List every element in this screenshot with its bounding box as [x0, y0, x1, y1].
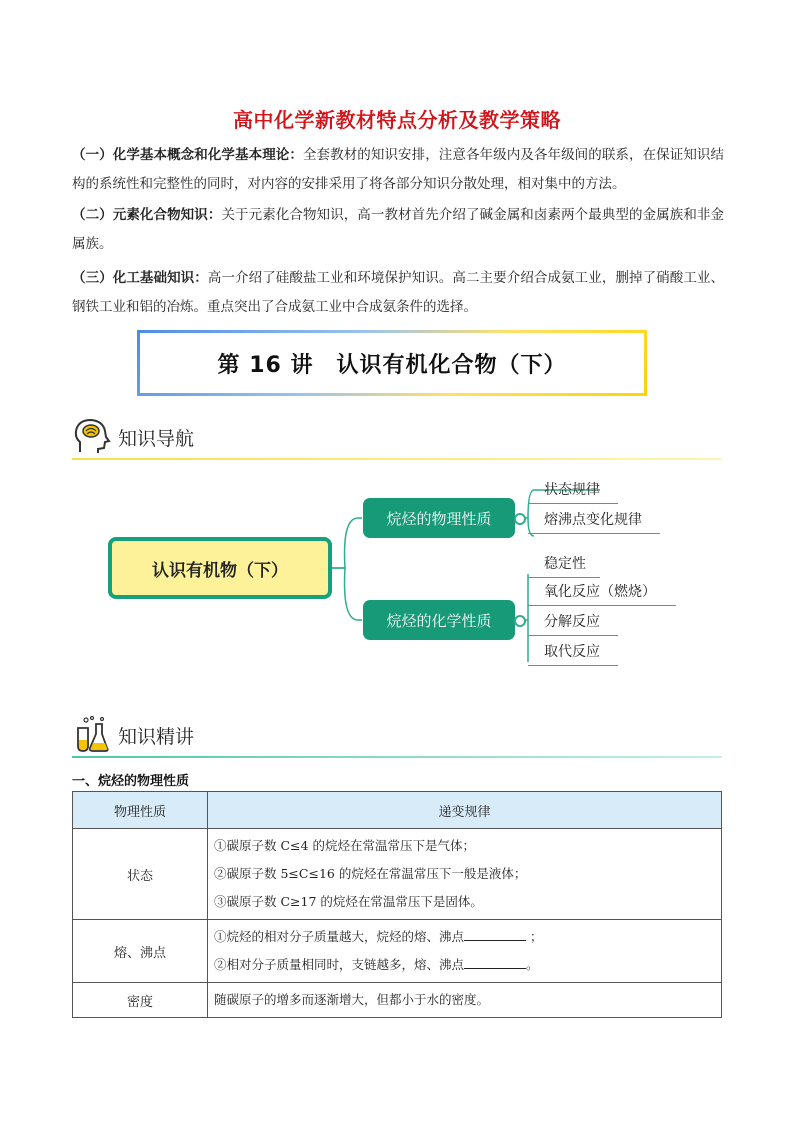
table-row	[73, 920, 722, 983]
rule-line-end: ；	[530, 929, 543, 944]
table-header-row	[73, 792, 722, 829]
section-header-navigation	[72, 416, 722, 456]
table-cell-rule	[208, 829, 722, 920]
mindmap-leaf: 氧化反应（燃烧）	[528, 580, 676, 606]
section-title-navigation: 知识导航	[118, 428, 195, 450]
mindmap-leaf: 稳定性	[528, 552, 600, 578]
mindmap-leaf: 取代反应	[528, 640, 618, 666]
answer-blank[interactable]	[464, 926, 526, 941]
table-row	[73, 829, 722, 920]
mindmap-leaf: 分解反应	[528, 610, 618, 636]
mindmap-branch-chemical: 烷烃的化学性质	[363, 600, 515, 640]
paragraph-1	[72, 141, 724, 199]
mindmap-root: 认识有机物（下）	[108, 537, 332, 599]
rule-line: ①碳原子数 C≤4 的烷烃在常温常压下是气体；	[214, 838, 475, 853]
paragraph-2-label: （二）元素化合物知识：	[72, 207, 222, 223]
paragraph-3-text: 高一介绍了硅酸盐工业和环境保护知识。高二主要介绍合成氨工业，删掉了硝酸工业、钢铁工业和铝的冶炼。重点突出了合成氨工业中合成氨条件的选择。	[72, 270, 725, 315]
paragraph-3	[72, 264, 724, 322]
mindmap-leaf: 状态规律	[528, 478, 618, 504]
mindmap-branch-physical: 烷烃的物理性质	[363, 498, 515, 538]
rule-line: ③碳原子数 C≥17 的烷烃在常温常压下是固体。	[214, 894, 483, 909]
table-cell-property: 状态	[73, 829, 208, 920]
mindmap-leaf: 熔沸点变化规律	[528, 508, 660, 534]
table-cell-property: 密度	[73, 983, 208, 1018]
section-underline	[72, 756, 722, 758]
brain-head-icon	[72, 416, 112, 456]
lesson-banner: 第 16 讲 认识有机化合物（下）	[137, 330, 647, 396]
table-cell-property: 熔、沸点	[73, 920, 208, 983]
section-title-explanation: 知识精讲	[118, 726, 195, 748]
rule-line: 随碳原子的增多而逐渐增大，但都小于水的密度。	[214, 992, 490, 1007]
rule-line: ②碳原子数 5≤C≤16 的烷烃在常温常压下一般是液体；	[214, 866, 527, 881]
rule-line-end: 。	[526, 957, 539, 972]
mindmap-branch-dot	[514, 615, 526, 627]
subsection-title: 一、烷烃的物理性质	[72, 774, 190, 789]
paragraph-1-label: （一）化学基本概念和化学基本理论：	[72, 147, 303, 163]
lab-flask-icon	[72, 714, 112, 754]
properties-table	[72, 791, 722, 1018]
table-row	[73, 983, 722, 1018]
paragraph-2	[72, 201, 724, 259]
paragraph-2-text: 关于元素化合物知识，高一教材首先介绍了碱金属和卤素两个最典型的金属族和非金属族。	[72, 207, 725, 252]
table-header-cell: 物理性质	[73, 792, 208, 829]
answer-blank[interactable]	[464, 954, 526, 969]
section-header-explanation	[72, 714, 722, 754]
section-underline	[72, 458, 722, 460]
table-cell-rule	[208, 983, 722, 1018]
table-header-cell: 递变规律	[208, 792, 722, 829]
mindmap-branch-dot	[514, 513, 526, 525]
document-title: 高中化学新教材特点分析及教学策略	[233, 108, 561, 132]
rule-line	[214, 951, 715, 979]
paragraph-1-text: 全套教材的知识安排，注意各年级内及各年级间的联系，在保证知识结构的系统性和完整性的同时，对内容的安排采用了将各部分知识分散处理，相对集中的方法。	[72, 147, 725, 192]
rule-line-text: ②相对分子质量相同时，支链越多，熔、沸点	[214, 957, 465, 972]
rule-line	[214, 923, 715, 951]
rule-line-text: ①烷烃的相对分子质量越大，烷烃的熔、沸点	[214, 929, 465, 944]
paragraph-3-label: （三）化工基础知识：	[72, 270, 208, 286]
table-cell-rule	[208, 920, 722, 983]
